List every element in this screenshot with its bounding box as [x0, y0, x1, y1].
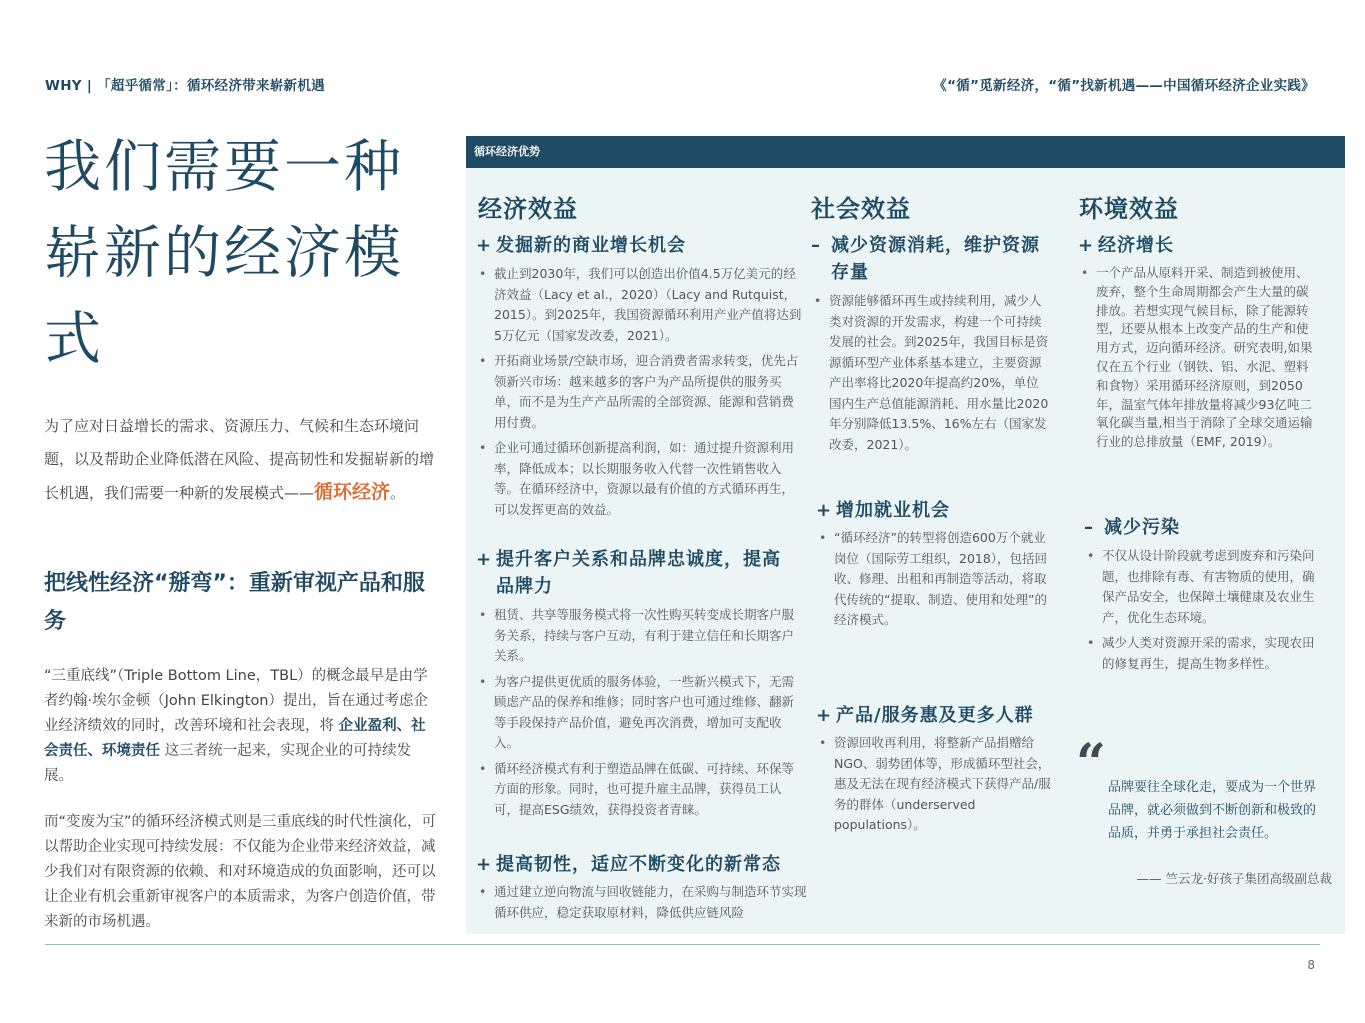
social-section-resources	[811, 232, 1049, 460]
list-item: • 减少人类对资源开采的需求，实现农田的修复再生，提高生物多样性。	[1084, 633, 1324, 674]
bullet-list	[816, 528, 1048, 631]
bullet-list	[476, 882, 811, 923]
footer-divider	[45, 944, 1320, 945]
plus-icon: +	[816, 705, 833, 726]
section-title-text: 提升客户关系和品牌忠诚度，提高品牌力	[496, 549, 781, 597]
tbl-bold-profit: 企业盈利	[338, 718, 397, 734]
plus-icon: +	[476, 235, 493, 256]
section-title-text: 提高韧性，适应不断变化的新常态	[496, 854, 781, 875]
bullet-list	[1084, 546, 1324, 674]
minus-icon: –	[1084, 517, 1094, 538]
section-title-text: 减少污染	[1104, 517, 1180, 538]
section-title	[476, 851, 811, 878]
social-column-title: 社会效益	[811, 195, 911, 223]
plus-icon: +	[1078, 235, 1095, 256]
section-title	[816, 702, 1051, 729]
section-title	[1078, 232, 1320, 259]
environmental-section-pollution	[1084, 514, 1324, 679]
list-item: • 为客户提供更优质的服务体验，一些新兴模式下，无需顾虑产品的保养和维修；同时客户也可通过维修、翻新等手段保持产品价值，避免再次消费，增加可支配收入。	[476, 672, 806, 754]
tbl-text-pre: “三重底线”（Triple Bottom Line，TBL）的概念最早是由学者约翰·埃尔金顿（John Elkington）提出，旨在通过考虑企业经济绩效的同时，改善环境和社会表现，将	[44, 668, 429, 734]
list-item: • 循环经济模式有利于塑造品牌在低碳、可持续、环保等方面的形象。同时，也可提升雇主品牌，获得员工认可，提高ESG绩效，获得投资者青睐。	[476, 759, 806, 821]
tbl-sep-2: 、	[87, 743, 102, 759]
circular-paragraph: 而“变废为宝”的循环经济模式则是三重底线的时代性演化，可以帮助企业实现可持续发展：不仅能为企业带来经济效益，减少我们对有限资源的依赖、和对环境造成的负面影响，还可以让企业有机会重新审视客户的本质需求，为客户创造价值，带来新的市场机遇。	[44, 814, 437, 930]
bullet-list	[816, 733, 1051, 836]
list-item: • 通过建立逆向物流与回收链能力，在采购与制造环节实现循环供应，稳定获取原材料，降低供应链风险	[476, 882, 811, 923]
list-item: • 资源回收再利用，将整新产品捐赠给NGO、弱势团体等，形成循环型社会，惠及无法在现有经济模式下获得产品/服务的群体（underserved populations）。	[816, 733, 1051, 836]
list-item: • 不仅从设计阶段就考虑到废弃和污染问题，也排除有毒、有害物质的使用，确保产品安全，也保障土壤健康及农业生产，优化生态环境。	[1084, 546, 1324, 628]
intro-text: 为了应对日益增长的需求、资源压力、气候和生态环境问题，以及帮助企业降低潜在风险、提高韧性和发掘崭新的增长机遇，我们需要一种新的发展模式——	[44, 417, 435, 502]
list-item: • “循环经济”的转型将创造600万个就业岗位（国际劳工组织，2018），包括回收、修理、出租和再制造等活动，将取代传统的“提取、制造、使用和处理”的经济模式。	[816, 528, 1048, 631]
section-title	[476, 232, 806, 259]
list-item: • 开拓商业场景/空缺市场，迎合消费者需求转变，优先占领新兴市场：越来越多的客户为产品所提供的服务买单，而不是为生产产品所需的全部资源、能源和营销费用付费。	[476, 351, 806, 433]
list-item: • 一个产品从原料开采、制造到被使用、废弃，整个生命周期都会产生大量的碳排放。若想实现气候目标，除了能源转型，还要从根本上改变产品的生产和使用方式，迈向循环经济。研究表明,如果仅在五个行业（钢铁、铝、水泥、塑料和食物）采用循环经济原则，到2050年，温室气体年排放量将减少93亿吨二氧化碳当量,相当于消除了全球交通运输行业的总排放量（EMF, 2019）。	[1078, 264, 1320, 452]
section-title	[816, 497, 1048, 524]
section-title-text: 增加就业机会	[836, 500, 950, 521]
environmental-column-title: 环境效益	[1079, 195, 1179, 223]
quote-text: 品牌要往全球化走，要成为一个世界品牌，就必须做到不断创新和极致的品质，并勇于承担社会责任。	[1108, 780, 1317, 841]
section-title-text: 发掘新的商业增长机会	[496, 235, 686, 256]
header-right: 《“循”觅新经济，“循”找新机遇——中国循环经济企业实践》	[933, 78, 1315, 94]
economic-section-brand	[476, 546, 806, 825]
intro-end: 。	[390, 484, 406, 502]
intro-highlight: 循环经济	[314, 481, 391, 503]
tbl-sep-1: 、	[396, 718, 412, 734]
quote-mark-icon: “	[1076, 733, 1106, 794]
list-item: • 截止到2030年，我们可以创造出价值4.5万亿美元的经济效益（Lacy et al.，2020）（Lacy and Rutquist，2015）。到2025年，我国资源循环利用产业产值将达到5万亿元（国家发改委，2021）。	[476, 264, 806, 346]
minus-icon: –	[811, 235, 821, 256]
intro-paragraph	[44, 410, 439, 510]
section-title	[811, 232, 1049, 286]
bullet-list	[476, 605, 806, 820]
tbl-bold-env: 环境责任	[102, 743, 160, 759]
page-title: 我们需要一种崭新的经济模式	[44, 134, 404, 372]
bullet-list	[1078, 264, 1320, 452]
quote-author: —— 竺云龙·好孩子集团高级副总裁	[1136, 871, 1332, 886]
section-title	[476, 546, 806, 600]
panel-title-bar	[466, 136, 1345, 168]
economic-column-title: 经济效益	[478, 195, 578, 223]
tbl-text-post: 这三者统一起来，实现企业的可持续发展。	[44, 743, 412, 784]
social-section-jobs	[816, 497, 1048, 636]
section-subheading: 把线性经济“掰弯”：重新审视产品和服务	[44, 571, 425, 634]
tbl-paragraph	[44, 664, 439, 789]
section-title	[1084, 514, 1324, 541]
list-item: • 企业可通过循环创新提高利润，如：通过提升资源利用率，降低成本；以长期服务收入代替一次性销售收入等。在循环经济中，资源以最有价值的方式循环再生，可以发挥更高的效益。	[476, 438, 806, 520]
plus-icon: +	[476, 854, 493, 875]
header-left: WHY | 「超乎循常」：循环经济带来崭新机遇	[45, 78, 325, 94]
plus-icon: +	[476, 549, 493, 570]
tbl-bold-social: 社会责任	[44, 718, 426, 759]
bullet-list	[476, 264, 806, 520]
plus-icon: +	[816, 500, 833, 521]
economic-section-growth	[476, 232, 806, 525]
social-section-access	[816, 702, 1051, 841]
list-item: • 资源能够循环再生或持续利用，减少人类对资源的开发需求，构建一个可持续发展的社会。到2025年，我国目标是资源循环型产业体系基本建立，主要资源产出率将比2020年提高约20%，单位国内生产总值能源消耗、用水量比2020年分别降低13.5%、16%左右（国家发改委，2021）。	[811, 291, 1049, 455]
environmental-section-growth	[1078, 232, 1320, 457]
economic-section-resilience	[476, 851, 811, 928]
panel-label: 循环经济优势	[474, 145, 540, 158]
section-title-text: 产品/服务惠及更多人群	[836, 705, 1034, 726]
list-item: • 租赁、共享等服务模式将一次性购买转变成长期客户服务关系，持续与客户互动，有利于建立信任和长期客户关系。	[476, 605, 806, 667]
bullet-list	[811, 291, 1049, 455]
section-title-text: 经济增长	[1098, 235, 1174, 256]
section-title-text: 减少资源消耗，维护资源存量	[831, 235, 1040, 283]
circular-economy-panel	[466, 136, 1345, 934]
page-number: 8	[1307, 958, 1315, 972]
